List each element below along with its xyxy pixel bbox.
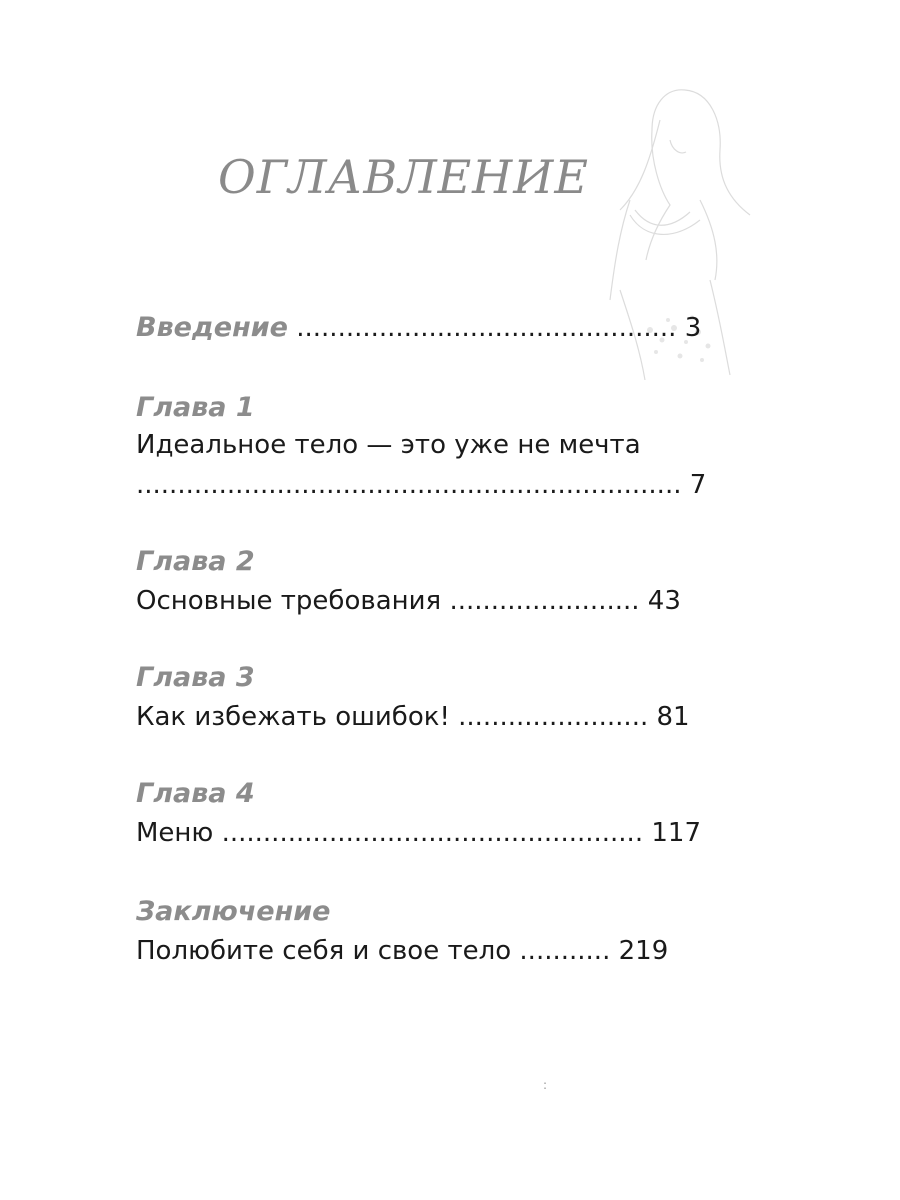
- page-number: 219: [618, 936, 669, 966]
- leader-dots: .......................: [458, 702, 649, 732]
- chapter-label: Глава 2: [136, 546, 255, 577]
- page-number: 3: [684, 313, 702, 343]
- chapter-label: Глава 3: [136, 662, 255, 693]
- toc-entry-line: [136, 586, 681, 616]
- page-marker: :: [543, 1078, 548, 1092]
- page-number: 81: [656, 702, 690, 732]
- chapter-title: Идеальное тело — это уже не мечта: [136, 430, 641, 460]
- leader-dots: ...........: [519, 936, 611, 966]
- toc-entry-line: [136, 470, 706, 500]
- page-number: 117: [651, 818, 701, 848]
- leader-dots: ..................................................................: [136, 470, 682, 500]
- chapter-title: Основные требования: [136, 586, 442, 616]
- toc-entry-line: [136, 818, 701, 848]
- toc-entry-line: [136, 312, 701, 343]
- leader-dots: ..............................................: [296, 313, 677, 343]
- chapter-title: Полюбите себя и свое тело: [136, 936, 512, 966]
- chapter-title: Как избежать ошибок!: [136, 702, 450, 732]
- page-title: ОГЛАВЛЕНИЕ: [218, 150, 589, 204]
- leader-dots: .......................: [449, 586, 640, 616]
- entry-label: Введение: [136, 312, 288, 343]
- page-number: 7: [689, 470, 707, 500]
- chapter-title: Меню: [136, 818, 214, 848]
- page-number: 43: [647, 586, 681, 616]
- chapter-label: Глава 1: [136, 392, 255, 423]
- leader-dots: ...................................................: [221, 818, 644, 848]
- toc-entry-line: [136, 936, 668, 966]
- chapter-label: Заключение: [136, 896, 331, 927]
- toc-entry-line: [136, 702, 690, 732]
- chapter-label: Глава 4: [136, 778, 255, 809]
